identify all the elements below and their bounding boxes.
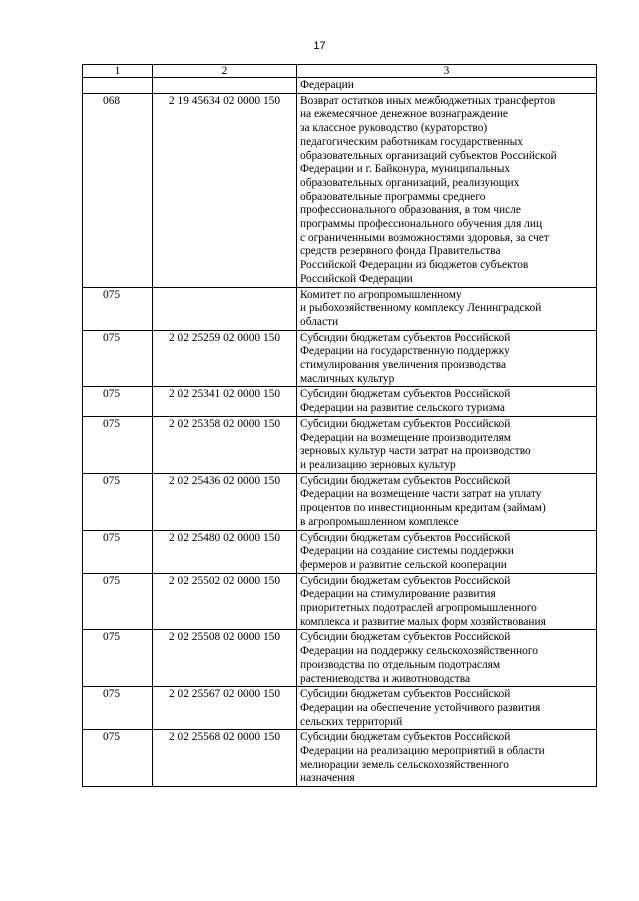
- column-header-1: 1: [83, 65, 153, 78]
- revenue-name-line: Субсидии бюджетам субъектов Российской: [300, 388, 511, 401]
- revenue-name-line: и реализацию зерновых культур: [300, 458, 456, 471]
- revenue-name-line: и рыбохозяйственному комплексу Ленинградской: [300, 302, 542, 315]
- admin-code-cell: 075: [83, 530, 153, 573]
- revenue-name-line: Федерации на развитие сельского туризма: [300, 402, 505, 415]
- admin-code-cell: 075: [83, 687, 153, 730]
- table-row: [83, 530, 597, 573]
- revenue-name-line: процентов по инвестиционным кредитам (займам): [300, 502, 546, 515]
- revenue-name-line: приоритетных подотраслей агропромышленного: [300, 602, 537, 615]
- revenue-name-cell: [297, 330, 597, 387]
- revenue-name-cell: [297, 78, 597, 94]
- table-row: [83, 687, 597, 730]
- revenue-name-line: стимулирования увеличения производства: [300, 359, 507, 372]
- revenue-name-cell: [297, 530, 597, 573]
- admin-code-cell: 075: [83, 287, 153, 330]
- table-row: [83, 473, 597, 530]
- admin-code-cell: 075: [83, 330, 153, 387]
- revenue-name-line: Федерации на обеспечение устойчивого развития: [300, 701, 541, 714]
- revenue-name-line: средств резервного фонда Правительства: [300, 245, 501, 258]
- revenue-name-cell: [297, 93, 597, 287]
- budget-code-cell: [153, 287, 297, 330]
- table-row: [83, 730, 597, 787]
- column-header-2: 2: [153, 65, 297, 78]
- table-row: [83, 630, 597, 687]
- revenue-name-line: Федерации и г. Байконура, муниципальных: [300, 163, 511, 176]
- revenue-name-line: фермеров и развитие сельской кооперации: [300, 558, 507, 571]
- revenue-name-line: Федерации на возмещение части затрат на уплату: [300, 488, 542, 501]
- table-body: [83, 78, 597, 787]
- revenue-name-line: Российской Федерации: [300, 272, 413, 285]
- revenue-name-line: Федерации: [300, 79, 354, 91]
- table-row: [83, 416, 597, 473]
- page-number: 17: [313, 40, 326, 52]
- revenue-name-line: на ежемесячное денежное вознаграждение: [300, 108, 508, 121]
- table-row: [83, 330, 597, 387]
- table-row: [83, 573, 597, 630]
- revenue-name-line: комплекса и развитие малых форм хозяйствования: [300, 615, 546, 628]
- budget-code-cell: 2 02 25568 02 0000 150: [153, 730, 297, 787]
- revenue-name-line: Субсидии бюджетам субъектов Российской: [300, 574, 511, 587]
- budget-codes-table: [82, 64, 597, 787]
- revenue-name-cell: [297, 416, 597, 473]
- revenue-name-line: с ограниченными возможностями здоровья, за счет: [300, 231, 549, 244]
- revenue-name-line: растениеводства и животноводства: [300, 672, 471, 685]
- revenue-name-line: Федерации на государственную поддержку: [300, 345, 510, 358]
- revenue-name-line: профессионального образования, в том числе: [300, 204, 521, 217]
- revenue-name-line: Федерации на реализацию мероприятий в области: [300, 745, 545, 758]
- revenue-name-line: назначения: [300, 772, 355, 785]
- admin-code-cell: 075: [83, 573, 153, 630]
- revenue-name-line: Субсидии бюджетам субъектов Российской: [300, 688, 511, 701]
- revenue-name-line: образовательные программы среднего: [300, 190, 486, 203]
- revenue-name-line: Возврат остатков иных межбюджетных трансфертов: [300, 94, 556, 107]
- admin-code-cell: 075: [83, 387, 153, 416]
- revenue-name-cell: [297, 287, 597, 330]
- budget-code-cell: 2 19 45634 02 0000 150: [153, 93, 297, 287]
- budget-code-cell: 2 02 25259 02 0000 150: [153, 330, 297, 387]
- revenue-name-cell: [297, 473, 597, 530]
- table-row: [83, 78, 597, 94]
- revenue-name-line: Федерации на возмещение производителям: [300, 431, 511, 444]
- revenue-name-line: педагогическим работникам государственных: [300, 135, 523, 148]
- budget-code-cell: 2 02 25341 02 0000 150: [153, 387, 297, 416]
- admin-code-cell: 075: [83, 630, 153, 687]
- revenue-name-cell: [297, 730, 597, 787]
- revenue-name-cell: [297, 573, 597, 630]
- revenue-name-line: зерновых культур части затрат на производство: [300, 445, 531, 458]
- admin-code-cell: 075: [83, 416, 153, 473]
- revenue-name-line: за классное руководство (кураторство): [300, 122, 488, 135]
- revenue-name-line: масличных культур: [300, 372, 395, 385]
- revenue-name-line: Федерации на стимулирование развития: [300, 588, 496, 601]
- revenue-name-line: Российской Федерации из бюджетов субъектов: [300, 259, 529, 272]
- revenue-name-line: Субсидии бюджетам субъектов Российской: [300, 474, 511, 487]
- budget-code-cell: 2 02 25436 02 0000 150: [153, 473, 297, 530]
- revenue-name-cell: [297, 687, 597, 730]
- revenue-name-line: Субсидии бюджетам субъектов Российской: [300, 631, 511, 644]
- revenue-name-line: области: [300, 315, 339, 328]
- revenue-name-line: Субсидии бюджетам субъектов Российской: [300, 731, 511, 744]
- admin-code-cell: 068: [83, 93, 153, 287]
- revenue-name-cell: [297, 387, 597, 416]
- revenue-name-line: Субсидии бюджетам субъектов Российской: [300, 417, 511, 430]
- revenue-name-cell: [297, 630, 597, 687]
- budget-code-cell: 2 02 25567 02 0000 150: [153, 687, 297, 730]
- table-row: [83, 287, 597, 330]
- revenue-name-line: образовательных организаций, реализующих: [300, 176, 520, 189]
- revenue-name-line: Федерации на поддержку сельскохозяйственного: [300, 645, 538, 658]
- revenue-name-line: Субсидии бюджетам субъектов Российской: [300, 331, 511, 344]
- revenue-name-line: Комитет по агропромышленному: [300, 288, 462, 301]
- table-row: [83, 93, 597, 287]
- revenue-name-line: программы профессионального обучения для лиц: [300, 218, 543, 231]
- column-header-3: 3: [297, 65, 597, 78]
- revenue-name-line: мелиорации земель сельскохозяйственного: [300, 758, 509, 771]
- revenue-name-line: в агропромышленном комплексе: [300, 515, 459, 528]
- revenue-name-line: Субсидии бюджетам субъектов Российской: [300, 531, 511, 544]
- budget-code-cell: 2 02 25502 02 0000 150: [153, 573, 297, 630]
- admin-code-cell: [83, 78, 153, 94]
- revenue-name-line: образовательных организаций субъектов Российской: [300, 149, 557, 162]
- budget-code-cell: [153, 78, 297, 94]
- revenue-name-line: производства по отдельным подотраслям: [300, 658, 501, 671]
- revenue-name-line: Федерации на создание системы поддержки: [300, 545, 514, 558]
- admin-code-cell: 075: [83, 730, 153, 787]
- admin-code-cell: 075: [83, 473, 153, 530]
- revenue-name-line: сельских территорий: [300, 715, 403, 728]
- budget-code-cell: 2 02 25480 02 0000 150: [153, 530, 297, 573]
- budget-code-cell: 2 02 25508 02 0000 150: [153, 630, 297, 687]
- budget-code-cell: 2 02 25358 02 0000 150: [153, 416, 297, 473]
- table-header: [83, 65, 597, 78]
- table-row: [83, 387, 597, 416]
